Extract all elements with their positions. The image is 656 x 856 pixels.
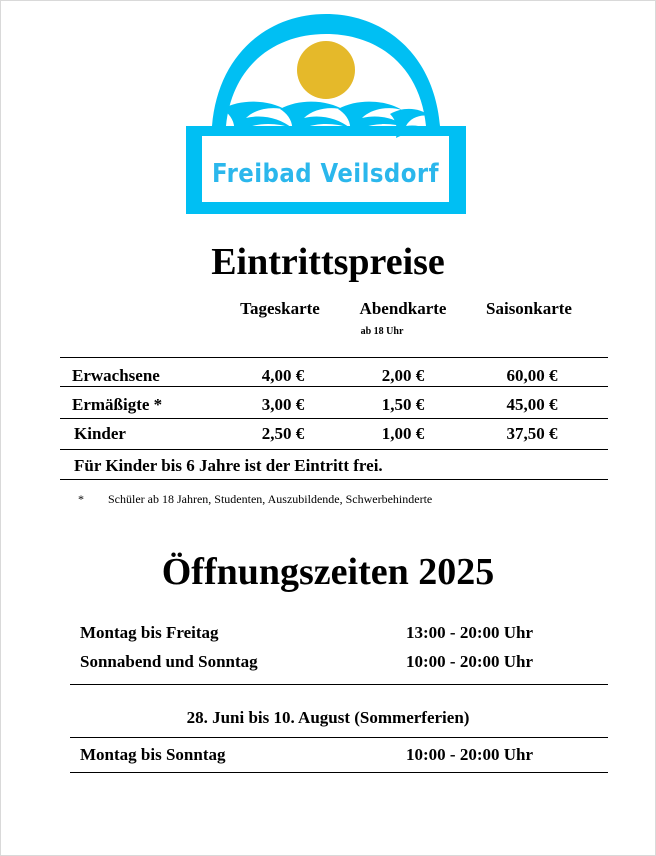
hours-time: 10:00 - 20:00 Uhr	[406, 745, 534, 764]
price-cell: 3,00 €	[261, 395, 305, 414]
price-cell: 1,00 €	[381, 424, 425, 443]
divider	[70, 684, 608, 685]
divider	[60, 386, 608, 387]
divider	[60, 418, 608, 419]
row-label-ermaessigte: Ermäßigte *	[72, 395, 163, 414]
divider	[60, 479, 608, 480]
sun-icon	[297, 41, 355, 99]
hours-time: 10:00 - 20:00 Uhr	[406, 652, 534, 671]
price-cell: 4,00 €	[261, 366, 305, 385]
price-cell: 45,00 €	[506, 395, 558, 414]
kids-free-note: Für Kinder bis 6 Jahre ist der Eintritt frei.	[74, 456, 383, 475]
summer-title: 28. Juni bis 10. August (Sommerferien)	[186, 708, 470, 727]
row-label-erwachsene: Erwachsene	[72, 366, 160, 385]
col-saisonkarte: Saisonkarte	[486, 299, 572, 318]
price-cell: 37,50 €	[506, 424, 558, 443]
footnote-mark: *	[78, 492, 84, 506]
divider	[60, 357, 608, 358]
hours-label: Sonnabend und Sonntag	[80, 652, 258, 671]
divider	[60, 449, 608, 450]
row-label-kinder: Kinder	[74, 424, 126, 443]
col-abendkarte: Abendkarte	[359, 299, 447, 318]
abend-note: ab 18 Uhr	[360, 326, 404, 337]
hours-time: 13:00 - 20:00 Uhr	[406, 623, 534, 642]
divider	[70, 772, 608, 773]
hours-label: Montag bis Freitag	[80, 623, 219, 642]
freibad-logo	[182, 14, 469, 216]
prices-title: Eintrittspreise	[211, 241, 445, 283]
hours-label: Montag bis Sonntag	[80, 745, 226, 764]
divider	[70, 737, 608, 738]
price-cell: 2,00 €	[381, 366, 425, 385]
price-cell: 2,50 €	[261, 424, 305, 443]
price-cell: 60,00 €	[506, 366, 558, 385]
col-tageskarte: Tageskarte	[240, 299, 320, 318]
logo-text: Freibad Veilsdorf	[211, 159, 440, 189]
price-cell: 1,50 €	[381, 395, 425, 414]
hours-title: Öffnungszeiten 2025	[161, 551, 495, 593]
footnote-text: Schüler ab 18 Jahren, Studenten, Auszubildende, Schwerbehinderte	[108, 492, 433, 506]
